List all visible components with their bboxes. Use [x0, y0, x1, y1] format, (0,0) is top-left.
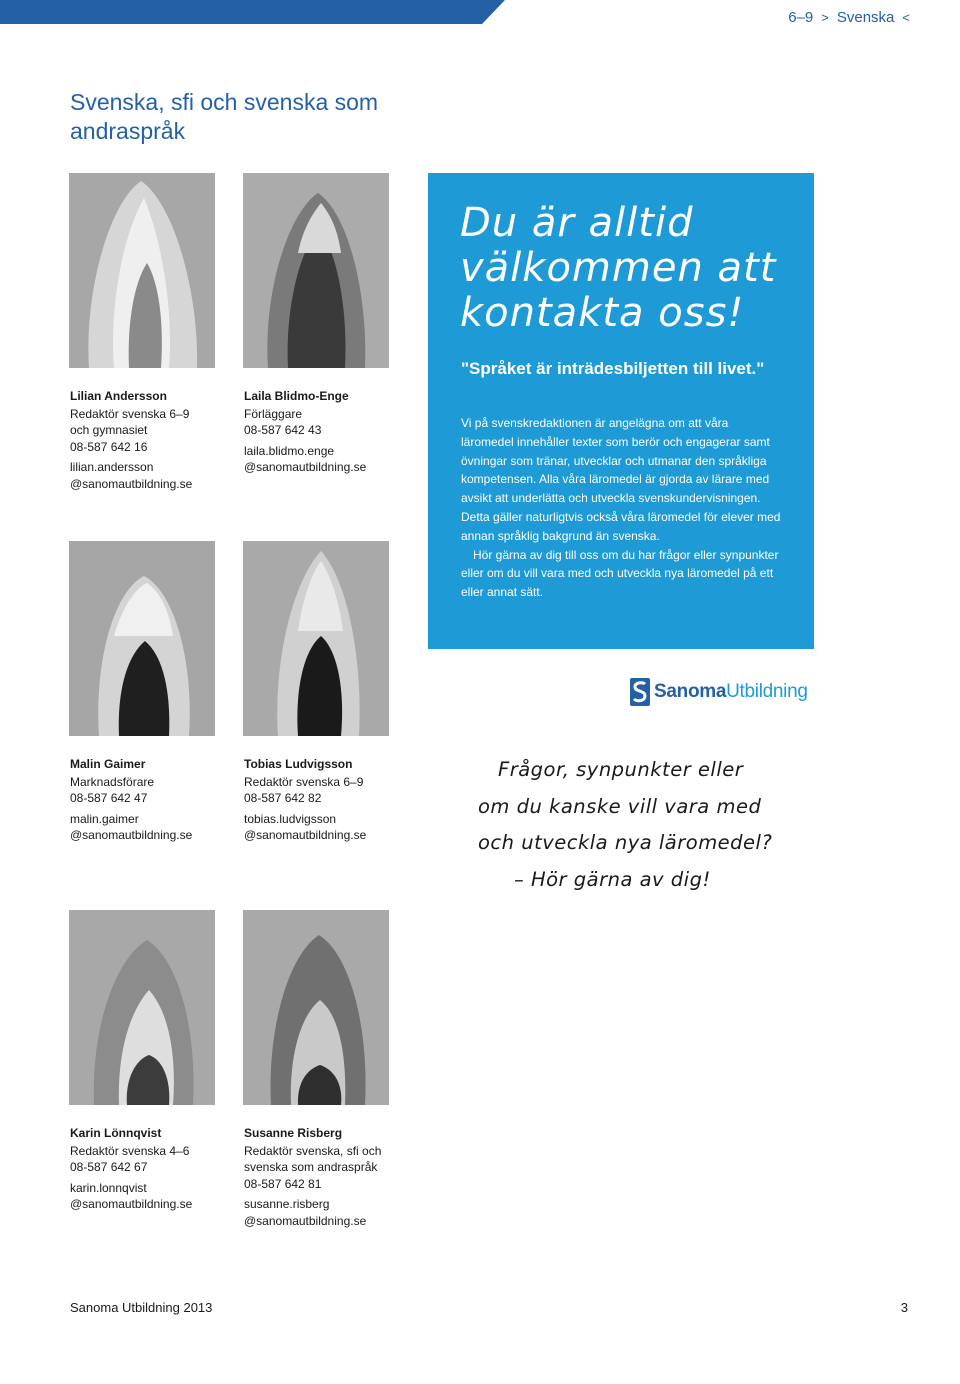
handwritten-note: Frågor, synpunkter eller om du kanske vill vara med och utveckla nya läromedel? – Hör gärna av dig! [478, 758, 773, 891]
logo-wordmark: SanomaUtbildning [654, 681, 808, 702]
portrait-photo-laila [243, 173, 389, 368]
contact-phone: 08-587 642 82 [244, 791, 322, 805]
contact-name: Karin Lönnqvist [70, 1126, 162, 1140]
contact-card-laila [244, 388, 414, 476]
contact-email-domain[interactable]: @sanomautbildning.se [70, 828, 193, 842]
quote-heading: "Språket är inträdesbiljetten till livet." [461, 359, 765, 378]
contact-role: Redaktör svenska 6–9 [244, 774, 364, 789]
contact-name: Malin Gaimer [70, 757, 146, 771]
contact-email-user[interactable]: susanne.risberg [244, 1197, 330, 1211]
contact-email-domain[interactable]: @sanomautbildning.se [70, 476, 193, 491]
contact-name: Lilian Andersson [70, 389, 167, 403]
contact-role: Redaktör svenska 4–6 [70, 1143, 190, 1158]
contact-email-domain[interactable]: @sanomautbildning.se [70, 1197, 193, 1211]
contact-card-lilian [70, 388, 240, 492]
footer-publisher: Sanoma Utbildning 2013 [70, 1300, 213, 1315]
contact-name: Tobias Ludvigsson [244, 757, 353, 771]
contact-email-user[interactable]: lilian.andersson [70, 460, 154, 474]
portrait-photo-susanne [243, 910, 389, 1105]
contact-role: och gymnasiet [70, 423, 148, 437]
contact-email-user[interactable]: karin.lonnqvist [70, 1180, 147, 1195]
portrait-photo-malin [69, 541, 215, 736]
contact-email-user[interactable]: laila.blidmo.enge [244, 443, 335, 458]
contact-role: Redaktör svenska, sfi och [244, 1143, 382, 1158]
page-number: 3 [900, 1300, 908, 1315]
contact-email-user[interactable]: tobias.ludvigsson [244, 811, 337, 826]
contact-phone: 08-587 642 43 [244, 423, 322, 437]
contact-card-susanne [244, 1125, 414, 1229]
contact-email-domain[interactable]: @sanomautbildning.se [244, 828, 367, 842]
arrow-left-icon: < [902, 10, 910, 25]
contact-email-domain[interactable]: @sanomautbildning.se [244, 1213, 367, 1228]
subject-label: Svenska [836, 9, 895, 26]
sanoma-s-icon [630, 678, 650, 706]
contact-phone: 08-587 642 81 [244, 1176, 322, 1191]
contact-role: Förläggare [244, 406, 303, 421]
arrow-right-icon: > [821, 10, 829, 25]
section-breadcrumb[interactable] [788, 9, 910, 26]
contact-email-user[interactable]: malin.gaimer [70, 811, 139, 826]
page-title: Svenska, sfi och svenska som andraspråk [70, 89, 379, 144]
handwritten-welcome: Du är alltid välkommen att kontakta oss! [460, 200, 777, 336]
contact-card-tobias [244, 756, 414, 844]
contact-role: Redaktör svenska 6–9 [70, 406, 190, 421]
contact-phone: 08-587 642 47 [70, 791, 148, 805]
contact-card-karin [70, 1125, 240, 1213]
grade-range: 6–9 [788, 9, 814, 26]
sanoma-utbildning-logo[interactable] [630, 677, 808, 707]
contact-phone: 08-587 642 67 [70, 1160, 148, 1174]
contact-phone: 08-587 642 16 [70, 439, 148, 454]
contact-name: Susanne Risberg [244, 1126, 343, 1140]
body-paragraph: Hör gärna av dig till oss om du har frågor eller synpunkter eller om du vill vara med och utveckla nya läromedel på ett eller annat sätt. [461, 547, 779, 600]
portrait-photo-tobias [243, 541, 389, 736]
contact-name: Laila Blidmo-Enge [244, 389, 349, 403]
welcome-body [461, 414, 783, 602]
body-paragraph: Vi på svenskredaktionen är angelägna om att våra läromedel innehåller texter som berör och engagerar samt övningar som tränar, utvecklar och utmanar den språkliga kompetensen. Alla våra läromedel är gjorda av lärare med avsikt att underlätta och utveckla svenskundervisningen. Detta gäller naturligtvis också våra läromedel för elever med annan språklig bakgrund än svenska. [461, 416, 781, 543]
portrait-photo-karin [69, 910, 215, 1105]
contact-role: Marknadsförare [70, 774, 155, 789]
contact-card-malin [70, 756, 240, 844]
welcome-box [428, 173, 814, 649]
contact-email-domain[interactable]: @sanomautbildning.se [244, 460, 367, 474]
contact-role: svenska som andraspråk [244, 1160, 378, 1174]
portrait-photo-lilian [69, 173, 215, 368]
